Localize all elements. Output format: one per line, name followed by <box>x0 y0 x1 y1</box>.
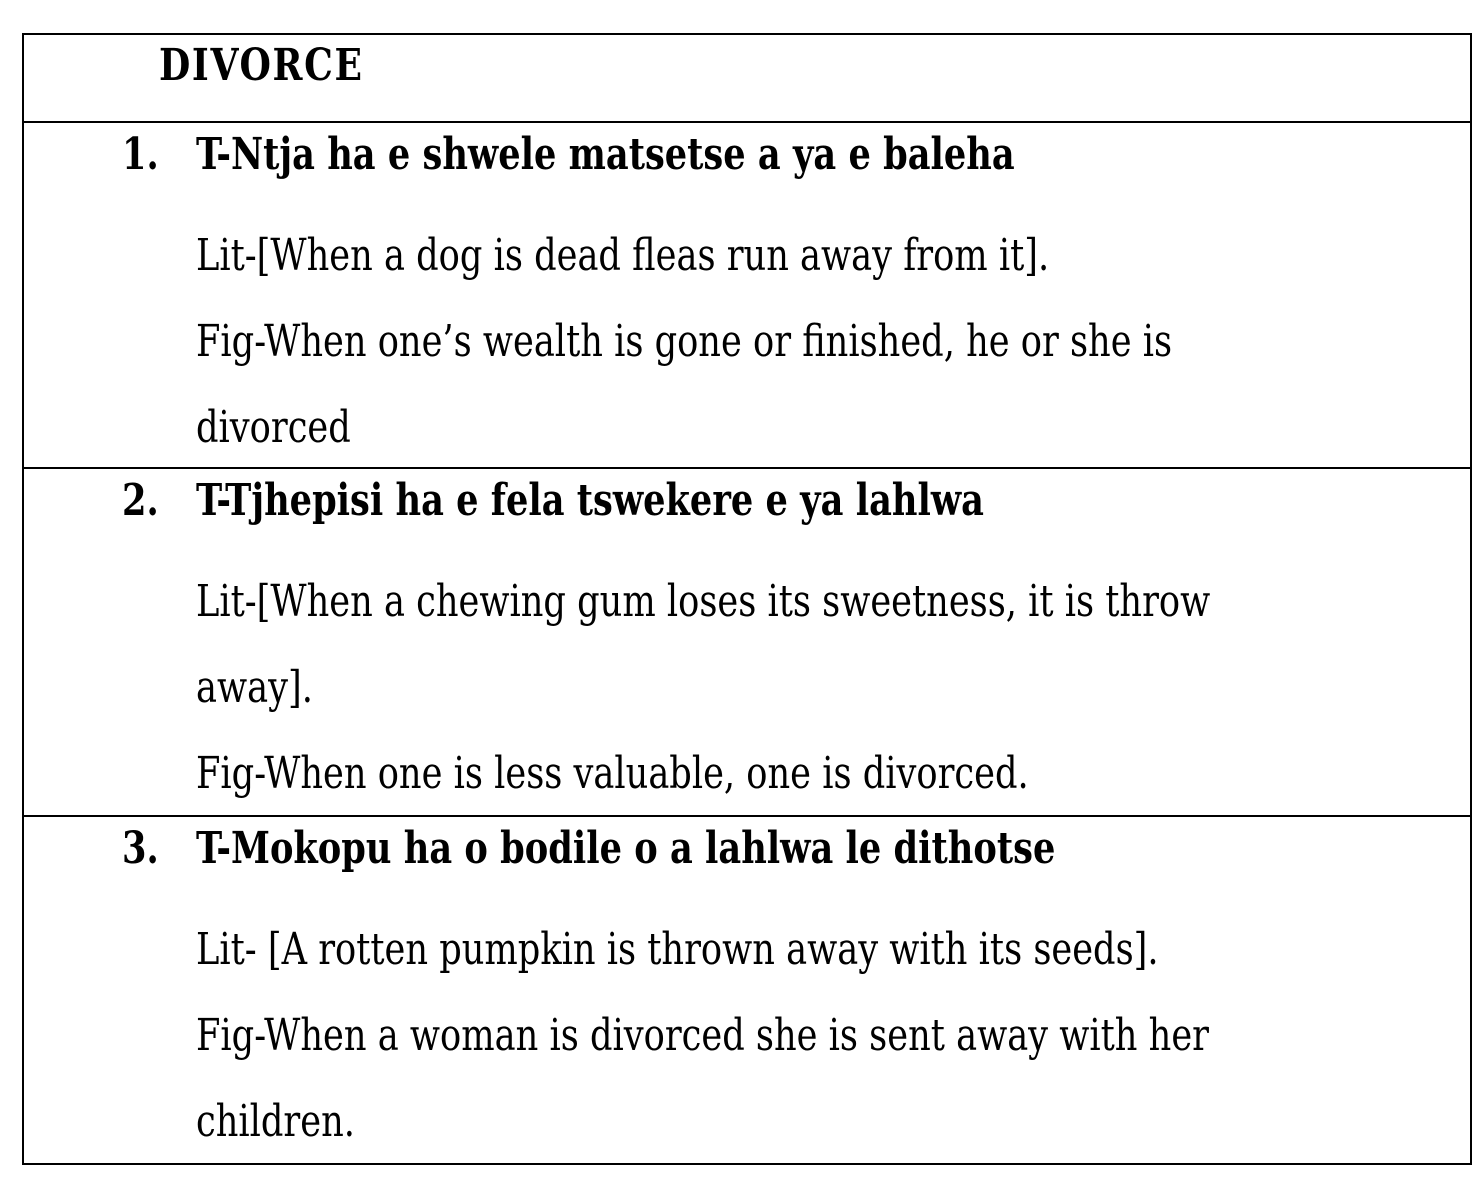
table-heading: DIVORCE <box>159 40 364 91</box>
entry-number: 2. <box>122 475 159 526</box>
entry-line: Fig-When one’s wealth is gone or finished, he or she is <box>196 316 1173 367</box>
entry-line: Lit-[When a chewing gum loses its sweetness, it is throw <box>196 576 1211 627</box>
entry-line: Fig-When a woman is divorced she is sent away with her <box>196 1010 1209 1061</box>
entry-number: 1. <box>122 129 159 180</box>
entry-number: 3. <box>122 823 159 874</box>
divorce-table <box>22 33 1472 1165</box>
entry-content <box>196 473 1475 817</box>
table-row <box>24 469 1470 817</box>
entry-term: T-Mokopu ha o bodile o a lahlwa le dithotse <box>196 823 1056 874</box>
entry-line: children. <box>196 1096 355 1147</box>
entry-line: away]. <box>196 662 313 713</box>
entry-line: Lit- [A rotten pumpkin is thrown away with its seeds]. <box>196 924 1159 975</box>
table-row <box>24 817 1470 1163</box>
entry-line: Lit-[When a dog is dead fleas run away from it]. <box>196 230 1050 281</box>
entry-line: divorced <box>196 402 351 453</box>
table-row <box>24 123 1470 469</box>
entry-content <box>196 127 1475 471</box>
entry-term: T-Tjhepisi ha e fela tswekere e ya lahlwa <box>196 475 984 526</box>
entry-content <box>196 821 1475 1165</box>
table-header-row <box>24 35 1470 123</box>
entry-line: Fig-When one is less valuable, one is divorced. <box>196 748 1029 799</box>
entry-term: T-Ntja ha e shwele matsetse a ya e baleha <box>196 129 1015 180</box>
